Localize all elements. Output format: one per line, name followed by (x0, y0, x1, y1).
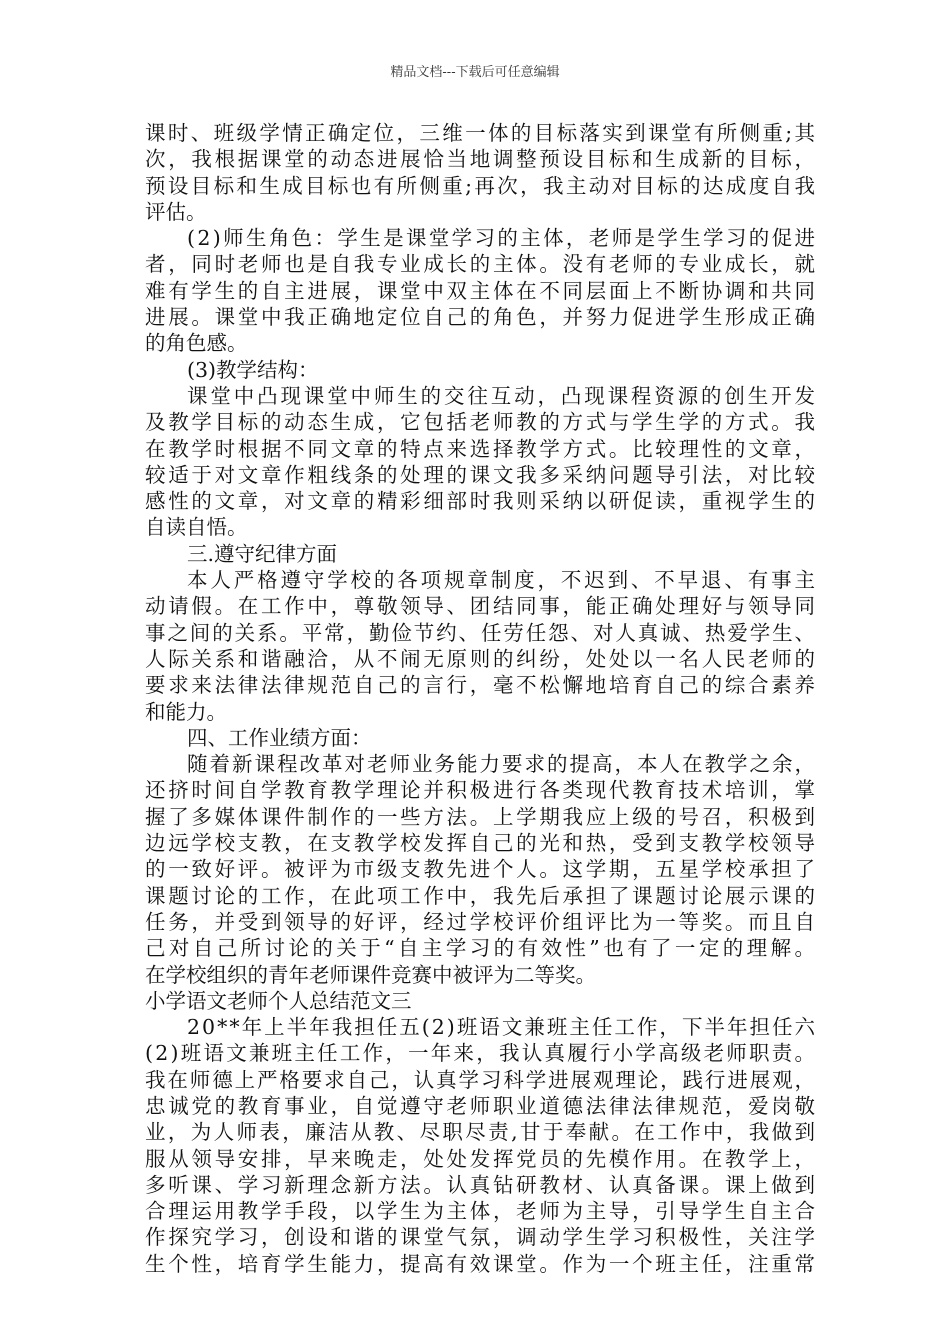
text-line: 和能力。 (145, 699, 227, 724)
text-line: 事之间的关系。平常，勤俭节约、任劳任怨、对人真诚、热爱学生、 (145, 620, 817, 645)
text-line: 课题讨论的工作，在此项工作中，我先后承担了课题讨论展示课的 (145, 883, 818, 908)
text-line: 的角色感。 (145, 331, 248, 356)
text-line: 业，为人师表，廉洁从教、尽职尽责,甘于奉献。在工作中，我做到 (145, 1120, 818, 1145)
text-line: 者，同时老师也是自我专业成长的主体。没有老师的专业成长，就 (145, 252, 818, 277)
text-line: (2)师生角色：学生是课堂学习的主体，老师是学生学习的促进 (187, 226, 818, 251)
text-line: 评估。 (145, 199, 207, 224)
text-line: 自读自悟。 (145, 515, 248, 540)
text-line: 本人严格遵守学校的各项规章制度，不迟到、不早退、有事主 (187, 568, 818, 593)
text-line: 握了多媒体课件制作的一些方法。上学期我应上级的号召，积极到 (145, 804, 818, 829)
text-line: 边远学校支教，在支教学校发挥自己的光和热，受到支教学校领导 (145, 831, 818, 856)
text-line: 课堂中凸现课堂中师生的交往互动，凸现课程资源的创生开发 (187, 383, 818, 408)
text-line: 动请假。在工作中，尊敬领导、团结同事，能正确处理好与领导同 (145, 594, 818, 619)
text-line: 在教学时根据不同文章的特点来选择教学方式。比较理性的文章， (145, 436, 818, 461)
text-line: 及教学目标的动态生成，它包括老师教的方式与学生学的方式。我 (145, 410, 818, 435)
text-line: 的一致好评。被评为市级支教先进个人。这学期，五星学校承担了 (145, 857, 818, 882)
text-line: (3)教学结构： (187, 357, 319, 382)
text-line: 在学校组织的青年老师课件竞赛中被评为二等奖。 (145, 962, 596, 987)
text-line: 人际关系和谐融洽，从不闹无原则的纠纷，处处以一名人民老师的 (145, 646, 818, 671)
text-line: 较适于对文章作粗线条的处理的课文我多采纳问题导引法，对比较 (145, 462, 818, 487)
text-line: (2)班语文兼班主任工作，一年来，我认真履行小学高级老师职责。 (145, 1041, 818, 1066)
text-line: 要求来法律法律规范自己的言行，毫不松懈地培育自己的综合素养 (145, 673, 818, 698)
text-line: 生个性，培育学生能力，提高有效课堂。作为一个班主任，注重常 (145, 1251, 818, 1276)
text-line: 难有学生的自主进展，课堂中双主体在不同层面上不断协调和共同 (145, 278, 818, 303)
text-line: 三.遵守纪律方面 (187, 541, 338, 566)
page-header: 精品文档---下载后可任意编辑 (390, 65, 560, 80)
text-line: 忠诚党的教育事业，自觉遵守老师职业道德法律法律规范，爱岗敬 (145, 1093, 818, 1118)
text-line: 合理运用教学手段，以学生为主体，老师为主导，引导学生自主合 (145, 1199, 818, 1224)
text-line: 次，我根据课堂的动态进展恰当地调整预设目标和生成新的目标， (145, 147, 818, 172)
text-line: 预设目标和生成目标也有所侧重;再次，我主动对目标的达成度自我 (145, 173, 818, 198)
text-line: 多听课、学习新理念新方法。认真钻研教材、认真备课。课上做到 (145, 1172, 818, 1197)
text-line: 20**年上半年我担任五(2)班语文兼班主任工作，下半年担任六 (187, 1015, 818, 1040)
text-line: 四、工作业绩方面： (187, 725, 372, 750)
text-line: 课时、班级学情正确定位，三维一体的目标落实到课堂有所侧重;其 (145, 121, 818, 145)
text-line: 感性的文章，对文章的精彩细部时我则采纳以研促读，重视学生的 (145, 489, 818, 514)
text-line: 我在师德上严格要求自己，认真学习科学进展观理论，践行进展观， (145, 1067, 817, 1092)
text-line: 任务，并受到领导的好评，经过学校评价组评比为一等奖。而且自 (145, 909, 818, 934)
text-line: 服从领导安排，早来晚走，处处发挥党员的先模作用。在教学上， (145, 1146, 818, 1171)
text-line: 进展。课堂中我正确地定位自己的角色，并努力促进学生形成正确 (145, 305, 818, 330)
text-line: 随着新课程改革对老师业务能力要求的提高，本人在教学之余， (187, 752, 817, 777)
text-line: 作探究学习，创设和谐的课堂气氛，调动学生学习积极性，关注学 (145, 1225, 818, 1250)
text-line: 小学语文老师个人总结范文三 (145, 988, 412, 1013)
text-line: 己对自己所讨论的关于“自主学习的有效性”也有了一定的理解。 (145, 936, 819, 961)
document-body (145, 120, 819, 1277)
text-line: 还挤时间自学教育教学理论并积极进行各类现代教育技术培训，掌 (145, 778, 818, 803)
